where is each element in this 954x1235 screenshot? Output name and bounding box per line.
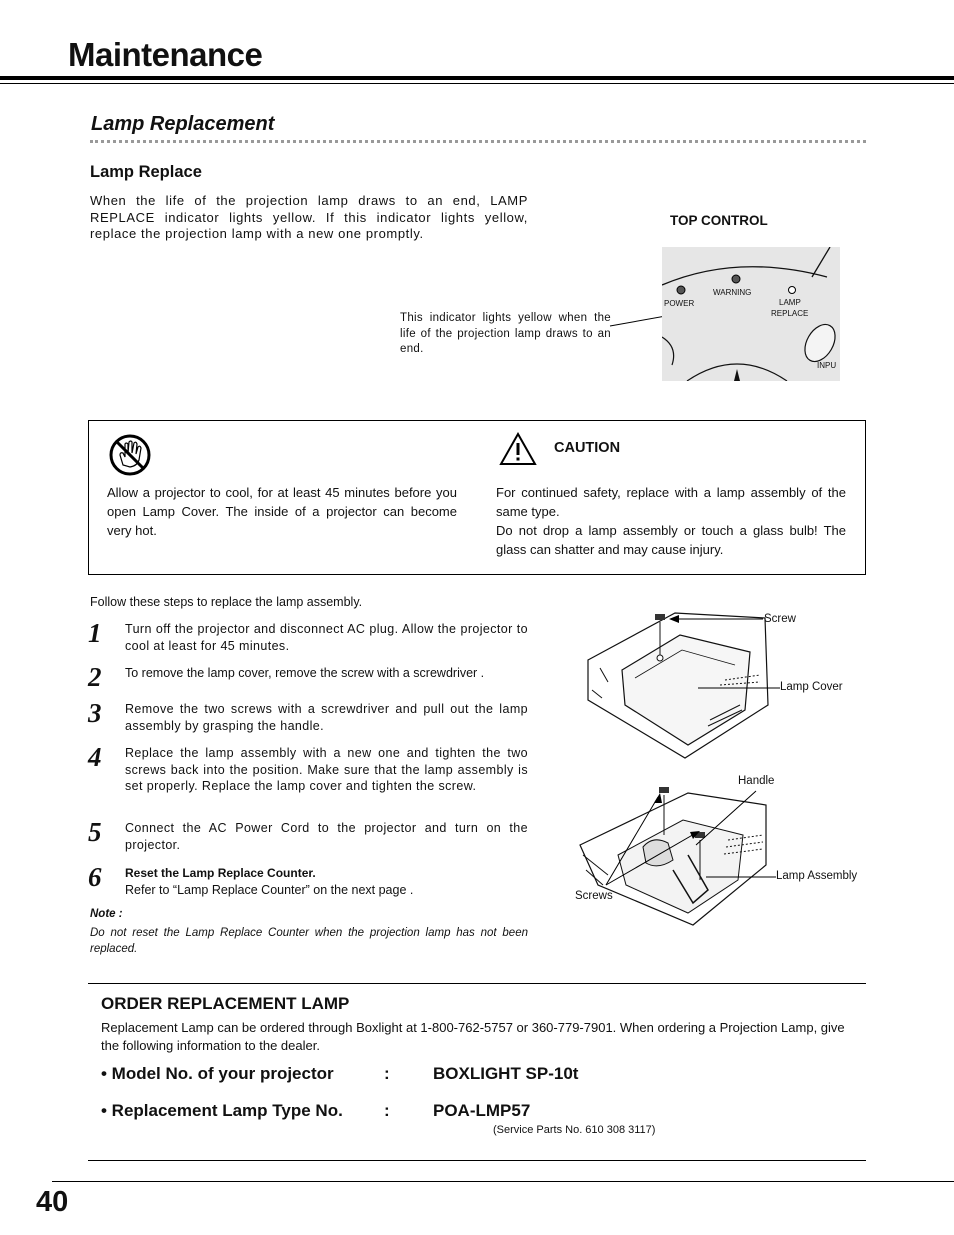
note-text: Do not reset the Lamp Replace Counter when the projection lamp has not been replaced. <box>90 927 528 955</box>
step-number: 2 <box>88 662 102 692</box>
footer-rule <box>52 1181 954 1182</box>
header-rule <box>0 76 954 80</box>
warning-triangle-icon <box>499 432 537 466</box>
step-number: 5 <box>88 817 102 847</box>
sub-title: Lamp Replace <box>90 163 202 181</box>
caution-safety-text <box>496 483 846 559</box>
step-number: 6 <box>88 862 102 892</box>
diagram-leader-lines <box>596 785 776 895</box>
no-touch-icon <box>108 433 152 477</box>
step-detail-text: Refer to “Lamp Replace Counter” on the next page . <box>125 882 414 897</box>
step-number: 3 <box>88 698 102 728</box>
section-divider <box>90 140 866 143</box>
caution-label: CAUTION <box>554 440 621 456</box>
step-text: Replace the lamp assembly with a new one and tighten the two screws back into the position. Make sure that the lamp assembly is set properly. Replace the lamp cover and tighten the screw. <box>125 746 528 793</box>
step-text: Remove the two screws with a screwdriver and pull out the lamp assembly by grasping the handle. <box>125 702 528 733</box>
page-title: Maintenance <box>68 36 263 73</box>
indicator-callout: This indicator lights yellow when the life of the projection lamp draws to an end. <box>400 312 611 355</box>
lamp-type-value: POA-LMP57 <box>433 1101 531 1120</box>
screws-label: Screws <box>575 890 613 902</box>
order-text: Replacement Lamp can be ordered through Boxlight at 1-800-762-5757 or 360-779-7901. When ordering a Projection Lamp, give the following information to the dealer. <box>101 1020 845 1053</box>
power-indicator-label: POWER <box>664 299 695 308</box>
step-text <box>125 865 528 898</box>
caution-safety-line-2: Do not drop a lamp assembly or touch a glass bulb! The glass can shatter and may cause injury. <box>496 523 846 557</box>
order-bottom-rule <box>88 1160 866 1161</box>
replace-indicator-label: REPLACE <box>771 309 809 318</box>
step-number: 4 <box>88 742 102 772</box>
order-title: ORDER REPLACEMENT LAMP <box>101 994 350 1013</box>
order-top-rule <box>88 983 866 984</box>
top-control-panel-illustration <box>662 247 840 381</box>
lamp-type-label: • Replacement Lamp Type No. <box>101 1101 343 1120</box>
intro-text: When the life of the projection lamp draws to an end, LAMP REPLACE indicator lights yellow. If this indicator lights yellow, replace the projection lamp with a new one promptly. <box>90 193 528 241</box>
input-label: INPU <box>817 361 837 370</box>
caution-safety-line-1: For continued safety, replace with a lamp assembly of the same type. <box>496 485 846 519</box>
lamp-cover-leader <box>698 684 780 692</box>
model-label: • Model No. of your projector <box>101 1064 334 1083</box>
screw-label: Screw <box>764 613 796 625</box>
handle-label: Handle <box>738 775 775 787</box>
step-bold-text: Reset the Lamp Replace Counter. <box>125 866 316 880</box>
steps-intro: Follow these steps to replace the lamp assembly. <box>90 595 363 609</box>
step-text: To remove the lamp cover, remove the screw with a screwdriver . <box>125 666 485 680</box>
section-title: Lamp Replacement <box>91 113 275 135</box>
screw-arrow <box>668 612 764 626</box>
step-text: Connect the AC Power Cord to the projector and turn on the projector. <box>125 821 528 852</box>
lamp-assembly-label: Lamp Assembly <box>776 870 858 882</box>
step-number: 1 <box>88 618 102 648</box>
page-number: 40 <box>36 1186 69 1218</box>
lamp-type-colon: : <box>384 1101 390 1120</box>
model-colon: : <box>384 1064 390 1083</box>
step-text: Turn off the projector and disconnect AC plug. Allow the projector to cool at least for 45 minutes. <box>125 622 528 653</box>
caution-cool-text: Allow a projector to cool, for at least 45 minutes before you open Lamp Cover. The inside of a projector can become very hot. <box>107 485 457 538</box>
model-value: BOXLIGHT SP-10t <box>433 1064 579 1083</box>
service-parts-number: (Service Parts No. 610 308 3117) <box>493 1124 656 1136</box>
top-control-label: TOP CONTROL <box>670 213 768 228</box>
lamp-cover-label: Lamp Cover <box>780 681 843 693</box>
warning-indicator-label: WARNING <box>713 288 752 297</box>
lamp-indicator-label: LAMP <box>779 298 801 307</box>
note-label: Note : <box>90 908 123 920</box>
header-rule-thin <box>0 83 954 84</box>
